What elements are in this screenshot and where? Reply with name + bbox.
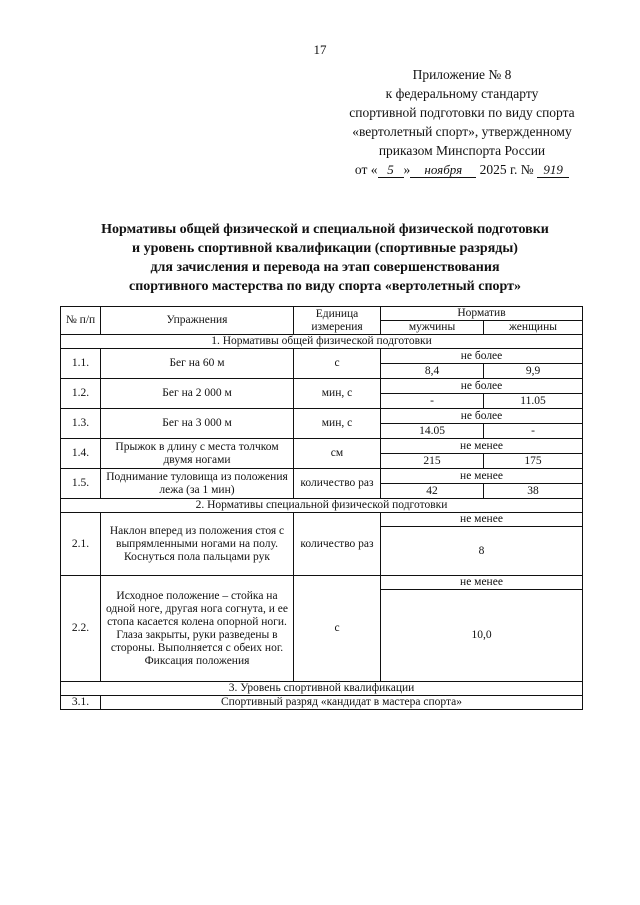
date-year: 2025 г. № (479, 162, 534, 177)
row-exercise: Исходное положение – стойка на одной ноге, другая нога согнута, и ее стопа касается колена опорной ноги. Глаза закрыты, руки разведены в стороны. Выполняется с обеих ног. Фиксация положения (101, 576, 294, 682)
row-exercise: Наклон вперед из положения стоя с выпрямленными ногами на полу. Коснуться пола пальцами рук (101, 513, 294, 576)
row-women-value: 175 (484, 454, 583, 469)
title-line: Нормативы общей физической и специальной физической подготовки (101, 222, 549, 237)
appendix-line: к федеральному стандарту (385, 86, 539, 101)
header-num: № п/п (61, 307, 101, 335)
row-unit: с (294, 349, 381, 379)
row-condition: не менее (381, 469, 583, 484)
row-unit: количество раз (294, 513, 381, 576)
appendix-line: «вертолетный спорт», утвержденному (352, 124, 572, 139)
row-exercise: Прыжок в длину с места толчком двумя ногами (101, 439, 294, 469)
row-condition: не менее (381, 439, 583, 454)
row-num: 1.4. (61, 439, 101, 469)
table-row (61, 349, 583, 364)
row-qualification: Спортивный разряд «кандидат в мастера спорта» (101, 696, 583, 710)
handwritten-number: 919 (537, 163, 569, 178)
row-women-value: 38 (484, 484, 583, 499)
date-day-suffix: » (403, 162, 411, 177)
row-unit: с (294, 576, 381, 682)
row-exercise: Бег на 2 000 м (101, 379, 294, 409)
appendix-title: Приложение № 8 (412, 67, 512, 82)
section-title: 1. Нормативы общей физической подготовки (61, 335, 583, 349)
row-women-value: - (484, 424, 583, 439)
row-num: 2.2. (61, 576, 101, 682)
row-value: 8 (381, 527, 583, 576)
row-women-value: 11.05 (484, 394, 583, 409)
table-row (61, 379, 583, 394)
table-row (61, 576, 583, 590)
table-row (61, 696, 583, 710)
header-norm: Норматив (381, 307, 583, 321)
row-men-value: 215 (381, 454, 484, 469)
row-men-value: - (381, 394, 484, 409)
row-men-value: 42 (381, 484, 484, 499)
appendix-line: спортивной подготовки по виду спорта (349, 105, 575, 120)
section-row (61, 499, 583, 513)
table-row (61, 513, 583, 527)
row-num: 1.3. (61, 409, 101, 439)
row-num: 1.5. (61, 469, 101, 499)
row-exercise: Бег на 60 м (101, 349, 294, 379)
title-line: спортивного мастерства по виду спорта «вертолетный спорт» (129, 279, 521, 294)
header-women: женщины (484, 321, 583, 335)
row-num: 2.1. (61, 513, 101, 576)
table-row (61, 469, 583, 484)
row-exercise: Бег на 3 000 м (101, 409, 294, 439)
handwritten-month: ноября (410, 163, 476, 178)
section-row (61, 335, 583, 349)
row-men-value: 14.05 (381, 424, 484, 439)
title-line: для зачисления и перевода на этап совершенствования (150, 260, 500, 275)
appendix-date-line (332, 160, 592, 179)
header-men: мужчины (381, 321, 484, 335)
row-num: 3.1. (61, 696, 101, 710)
section-title: 3. Уровень спортивной квалификации (61, 682, 583, 696)
document-title (60, 220, 590, 296)
row-unit: количество раз (294, 469, 381, 499)
row-exercise: Поднимание туловища из положения лежа (за 1 мин) (101, 469, 294, 499)
handwritten-day: 5 (378, 163, 404, 178)
row-condition: не более (381, 379, 583, 394)
date-prefix: от « (354, 162, 378, 177)
row-women-value: 9,9 (484, 364, 583, 379)
title-line: и уровень спортивной квалификации (спортивные разряды) (132, 241, 518, 256)
header-unit: Единица измерения (294, 307, 381, 335)
row-men-value: 8,4 (381, 364, 484, 379)
row-condition: не менее (381, 513, 583, 527)
row-condition: не более (381, 409, 583, 424)
section-title: 2. Нормативы специальной физической подготовки (61, 499, 583, 513)
table-row (61, 409, 583, 424)
section-row (61, 682, 583, 696)
row-value: 10,0 (381, 590, 583, 682)
row-condition: не более (381, 349, 583, 364)
table-row (61, 439, 583, 454)
appendix-line: приказом Минспорта России (378, 143, 546, 158)
appendix-header (332, 65, 592, 179)
norms-table (60, 306, 583, 710)
row-condition: не менее (381, 576, 583, 590)
row-unit: мин, с (294, 409, 381, 439)
row-unit: мин, с (294, 379, 381, 409)
row-num: 1.2. (61, 379, 101, 409)
header-exercise: Упражнения (101, 307, 294, 335)
page-number: 17 (313, 42, 327, 57)
row-num: 1.1. (61, 349, 101, 379)
row-unit: см (294, 439, 381, 469)
header-row (61, 307, 583, 321)
